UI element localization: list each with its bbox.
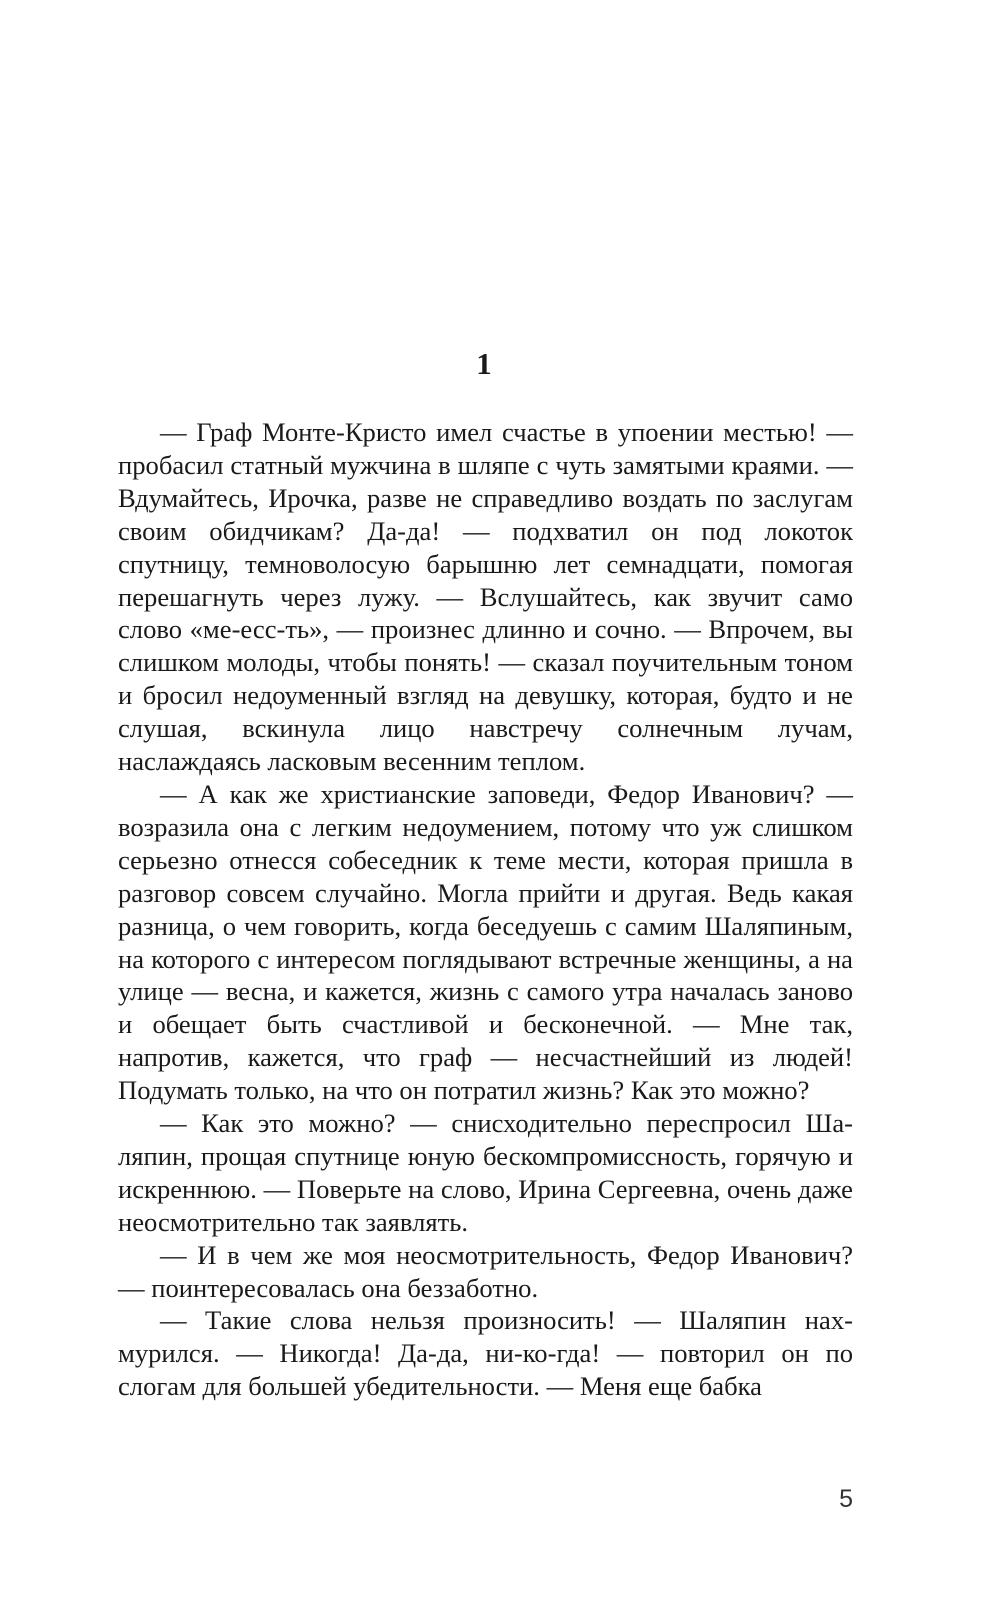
body-text — [118, 416, 853, 1403]
paragraph: — А как же христианские заповеди, Федор Иванович? — возразила она с легким недоумением, потому что уж слишком серьезно отнесся собеседник к теме мести, которая пришла в разговор совсем случайно. Могла прийти и другая. Ведь какая разница, о чем говорить, когда беседуешь с самим Шаляпиным, на которого с интересом поглядывают встречные женщины, а на улице — весна, и кажется, жизнь с самого утра началась заново и обещает быть счастливой и бесконечной. — Мне так, напротив, кажется, что граф — несчастнейший из людей! Подумать только, на что он потратил жизнь? Как это можно? — [118, 778, 853, 1106]
page-number: 5 — [839, 1485, 853, 1513]
chapter-number: 1 — [476, 346, 492, 381]
paragraph: — Как это можно? — снисходительно переспросил Шаляпин, прощая спутнице юную бескомпромиссность, горячую и искреннюю. — Поверьте на слово, Ирина Сергеевна, очень даже неосмотрительно так заявлять. — [118, 1108, 853, 1237]
paragraph: — Такие слова нельзя произносить! — Шаляпин нахмурился. — Никогда! Да-да, ни-ко-гда! — повторил он по слогам для большей убедительности. — Меня еще бабка — [118, 1305, 853, 1402]
paragraph: — И в чем же моя неосмотрительность, Федор Иванович? — поинтересовалась она беззаботно. — [118, 1239, 853, 1303]
paragraph: — Граф Монте-Кристо имел счастье в упоении местью! — пробасил статный мужчина в шляпе с чуть замятыми краями. — Вдумайтесь, Ирочка, разве не справедливо воздать по заслугам своим обидчикам? Да-да! — подхватил он под локоток спутницу, темноволосую барышню лет семнадцати, помогая перешагнуть через лужу. — Вслушайтесь, как звучит само слово «ме-есс-ть», — произнес длинно и сочно. — Впрочем, вы слишком молоды, чтобы понять! — сказал поучительным тоном и бросил недоуменный взгляд на девушку, которая, будто и не слушая, вскинула лицо навстречу солнечным лучам, наслаждаясь ласковым весенним теплом. — [118, 417, 853, 777]
